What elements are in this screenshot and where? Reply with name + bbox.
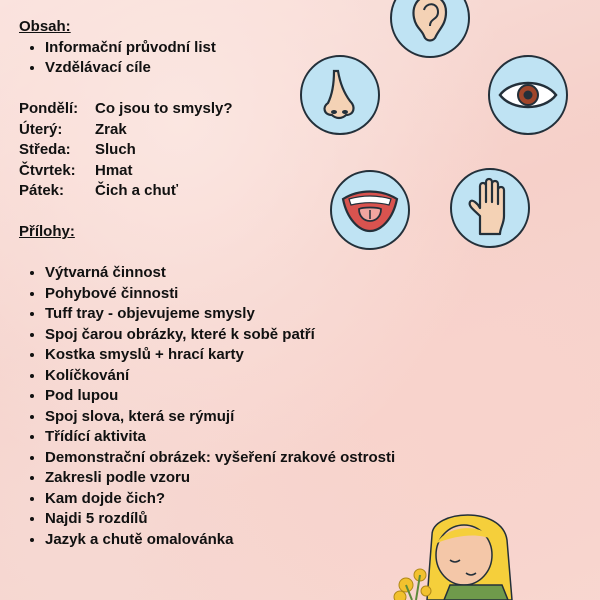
attachments-list (19, 263, 395, 550)
day-topic: Čich a chuť (95, 182, 179, 199)
day-topic: Co jsou to smysly? (95, 100, 233, 117)
attachment-item: • Zakresli podle vzoru (45, 468, 395, 489)
day-name: Čtvrtek: (19, 161, 76, 179)
attachment-item: • Pod lupou (45, 386, 395, 407)
attachment-item: • Spoj čarou obrázky, které k sobě patří (45, 325, 395, 346)
attachment-item: • Tuff tray - objevujeme smysly (45, 304, 395, 325)
attachment-item: • Kam dojde čich? (45, 489, 395, 510)
contents-heading: Obsah: (19, 18, 71, 35)
day-topic: Sluch (95, 141, 136, 158)
eye-icon (488, 55, 568, 135)
attachment-item: • Najdi 5 rozdílů (45, 509, 395, 530)
attachment-item: • Kostka smyslů + hrací karty (45, 345, 395, 366)
attachment-item: • Výtvarná činnost (45, 263, 395, 284)
attachment-item: • Pohybové činnosti (45, 284, 395, 305)
day-topic: Hmat (95, 161, 133, 179)
attachment-item: • Demonstrační obrázek: vyšeření zrakové ostrosti (45, 448, 395, 469)
attachment-item: • Spoj slova, která se rýmují (45, 407, 395, 428)
attachment-item: • Jazyk a chutě omalovánka (45, 530, 395, 551)
nose-icon (300, 55, 380, 135)
ear-icon (390, 0, 470, 58)
day-name: Úterý: (19, 120, 63, 138)
day-name: Pondělí: (19, 100, 79, 117)
day-name: Pátek: (19, 182, 65, 199)
day-topic: Zrak (95, 120, 127, 138)
contents-item: • Vzdělávací cíle (45, 58, 395, 79)
senses-illustration (290, 0, 600, 260)
tongue-icon (330, 170, 410, 250)
contents-item: • Informační průvodní list (45, 38, 395, 59)
day-name: Středa: (19, 141, 71, 158)
girl-with-flowers-illustration (392, 505, 562, 600)
attachment-item: • Třídící aktivita (45, 427, 395, 448)
hand-icon (450, 168, 530, 248)
attachment-item: • Kolíčkování (45, 366, 395, 387)
attachments-heading: Přílohy: (19, 223, 75, 240)
